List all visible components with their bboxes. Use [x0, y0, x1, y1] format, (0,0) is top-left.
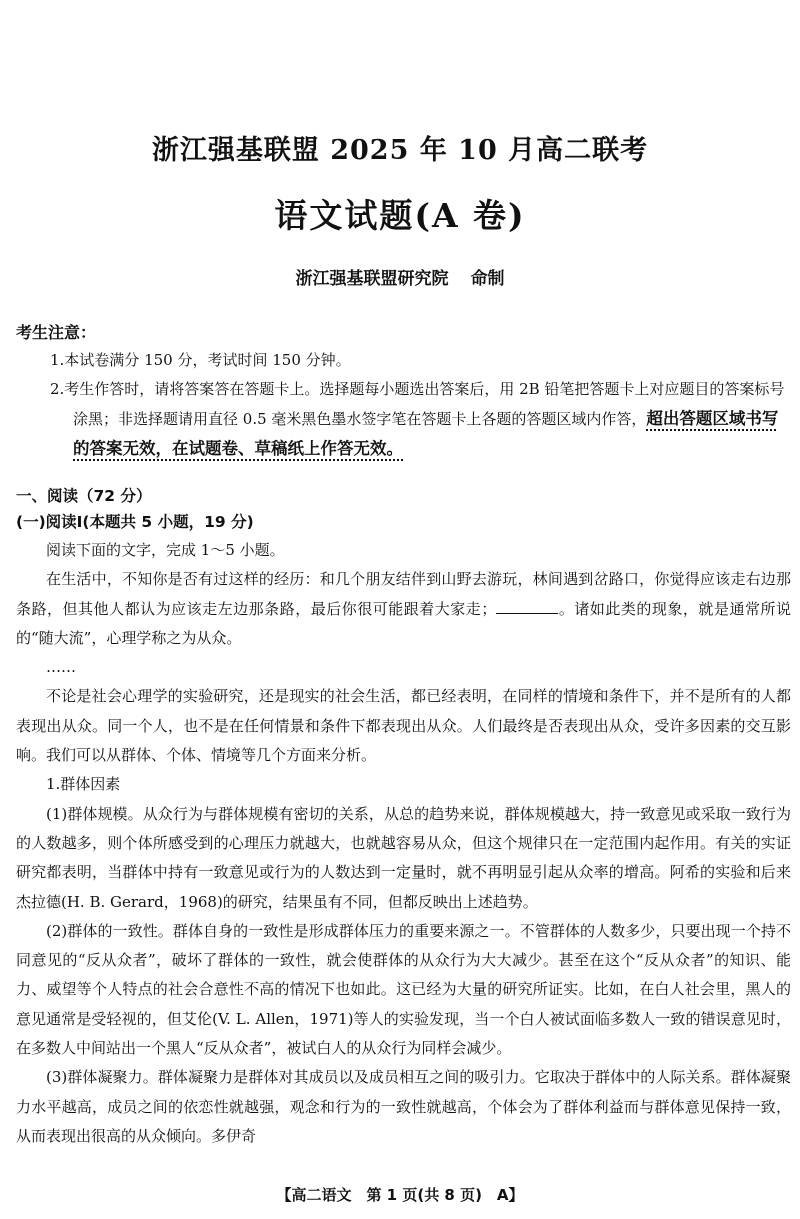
notice-title: 考生注意： [16, 323, 97, 342]
author-role: 命制 [470, 269, 505, 289]
author-org: 浙江强基联盟研究院 [295, 269, 449, 289]
fill-in-blank [496, 599, 558, 614]
paragraph-1-start: 在生活中，不知你是否有过这样的经历：和几个朋友结伴到山野去游玩，林间遇到岔路口，你觉得应该走右边那条路，但其他人都认为应该走左边那条路，最后你很可能跟着大家走； [16, 570, 791, 618]
notice-item-2 [16, 375, 791, 464]
notice-emphasis: 超出答题区域书写的答案无效，在试题卷、草稿纸上作答无效。 [73, 409, 779, 458]
reading-passage [16, 536, 791, 1151]
exam-main-title: 浙江强基联盟 2025 年 10 月高二联考 [151, 135, 649, 166]
notice-list [16, 346, 791, 464]
paragraph-1-end: 。诸如此类的现象，就是通常所说的“随大流”，心理学称之为从众。 [16, 599, 791, 647]
exam-sub-title: 语文试题(A 卷) [274, 196, 526, 235]
notice-item-2-text: 2.考生作答时，请将答案答在答题卡上。选择题每小题选出答案后，用 2B 铅笔把答题卡上对应题目的答案标号涂黑；非选择题请用直径 0.5 毫米黑色墨水签字笔在答题卡上各题的答题区域内作答， [50, 380, 785, 428]
passage-paragraph-4: (2)群体的一致性。群体自身的一致性是形成群体压力的重要来源之一。不管群体的人数多少，只要出现一个持不同意见的“反从众者”，破坏了群体的一致性，就会使群体的从众行为大大减少。甚至在这个“反从众者”的知识、能力、威望等个人特点的社会合意性不高的情况下也如此。这已经为大量的研究所证实。比如，在白人社会里，黑人的意见通常是受轻视的，但艾伦(V. L. Allen，1971)等人的实验发现，当一个白人被试面临多数人一致的错误意见时，在多数人中间站出一个黑人“反从众者”，被试白人的从众行为同样会减少。 [16, 921, 791, 1058]
passage-paragraph-3: (1)群体规模。从众行为与群体规模有密切的关系，从总的趋势来说，群体规模越大，持一致意见或采取一致行为的人数越多，则个体所感受到的心理压力就越大，也就越容易从众，但这个规律只在一定范围内起作用。有关的实证研究都表明，当群体中持有一致意见或行为的人数达到一定量时，就不再明显引起从众率的增高。阿希的实验和后来杰拉德(H. B. Gerard，1968)的研究，结果虽有不同，但都反映出上述趋势。 [16, 804, 791, 911]
section-heading-reading: 一、阅读（72 分） [16, 487, 152, 505]
subsection-heading-reading-1: (一)阅读Ⅰ(本题共 5 小题，19 分) [16, 513, 254, 531]
passage-paragraph-2: 不论是社会心理学的实验研究，还是现实的社会生活，都已经表明，在同样的情境和条件下，并不是所有的人都表现出从众。同一个人，也不是在任何情景和条件下都表现出从众。人们最终是否表现出从众，受许多因素的交互影响。我们可以从群体、个体、情境等几个方面来分析。 [16, 687, 791, 765]
passage-paragraph-1 [16, 565, 791, 653]
passage-instruction: 阅读下面的文字，完成 1～5 小题。 [46, 541, 285, 559]
passage-paragraph-5: (3)群体凝聚力。群体凝聚力是群体对其成员以及成员相互之间的吸引力。它取决于群体中的人际关系。群体凝聚力水平越高，成员之间的依恋性就越强，观念和行为的一致性就越高，个体会为了群体利益而与群体意见保持一致，从而表现出很高的从众倾向。多伊奇 [16, 1068, 791, 1145]
notice-item-1: 1.本试卷满分 150 分，考试时间 150 分钟。 [50, 351, 351, 369]
author-line [0, 264, 800, 289]
passage-ellipsis: …… [46, 658, 76, 677]
page-footer: 【高二语文 第 1 页(共 8 页) A】 [276, 1186, 524, 1204]
passage-subheading-group-factors: 1.群体因素 [46, 775, 121, 794]
